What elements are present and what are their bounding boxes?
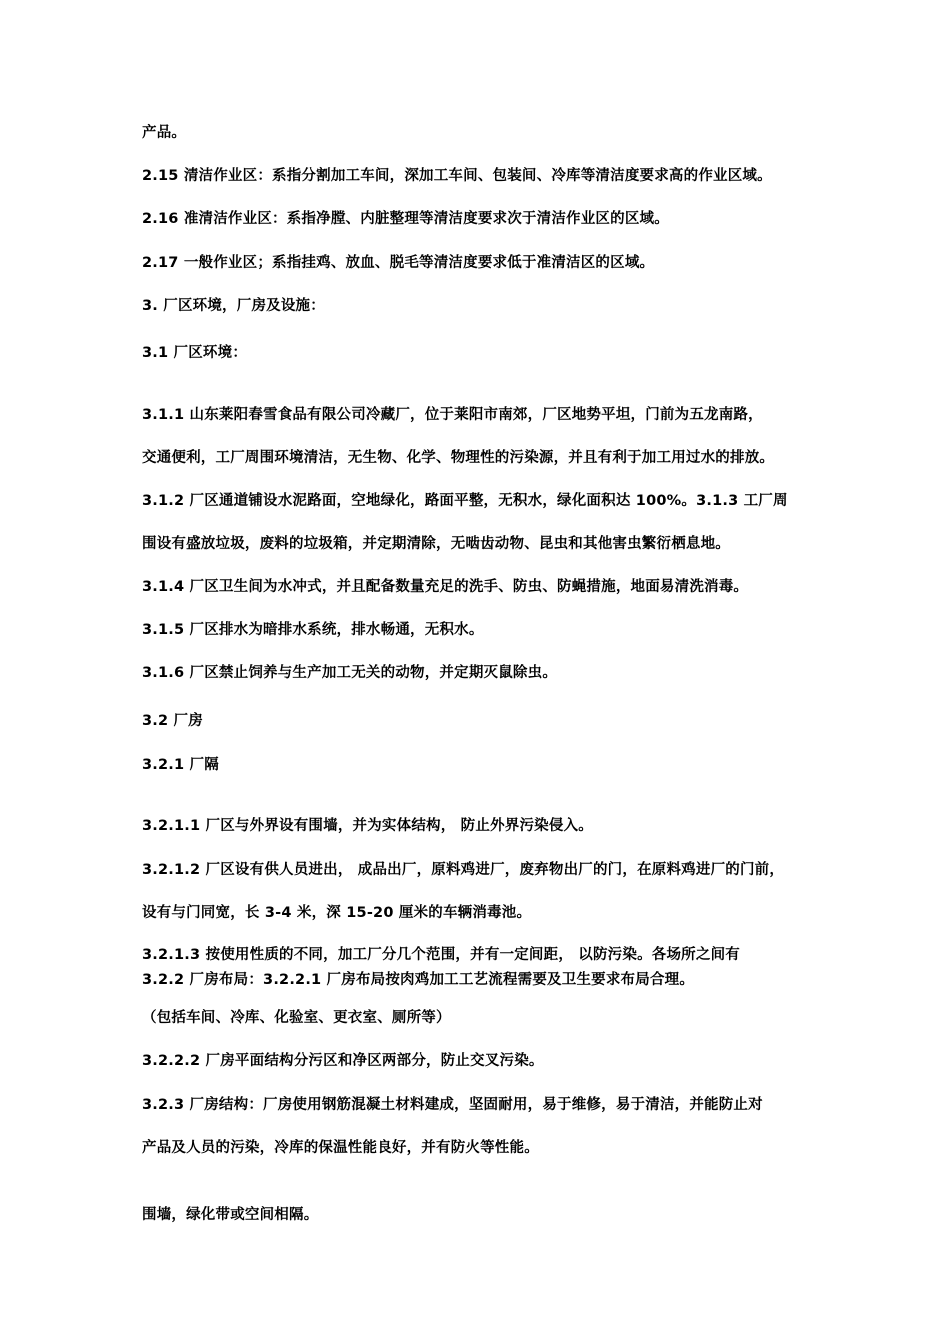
text-line: 3.2.1 厂隔 [142,757,219,773]
text-line: 3.2.1.1 厂区与外界设有围墙，并为实体结构， 防止外界污染侵入。 [142,818,593,834]
text-line: 2.17 一般作业区；系指挂鸡、放血、脱毛等清洁度要求低于准清洁区的区域。 [142,255,655,271]
text-line: 产品。 [142,125,187,141]
text-line: 3.1.5 厂区排水为暗排水系统，排水畅通，无积水。 [142,622,484,638]
text-line: 围墙，绿化带或空间相隔。 [142,1207,319,1223]
text-line: 3.1 厂区环境： [142,345,248,361]
text-line: （包括车间、冷库、化验室、更衣室、厕所等） [142,1010,451,1026]
text-line: 3.1.1 山东莱阳春雪食品有限公司冷藏厂，位于莱阳市南郊，厂区地势平坦，门前为五龙南路， [142,407,763,423]
text-line: 设有与门同宽，长 3-4 米，深 15-20 厘米的车辆消毒池。 [142,905,532,921]
text-line: 产品及人员的污染，冷库的保温性能良好，并有防火等性能。 [142,1140,539,1156]
text-line: 3.2.3 厂房结构：厂房使用钢筋混凝土材料建成，坚固耐用，易于维修，易于清洁，并能防止对 [142,1097,763,1113]
text-line: 3.2.1.3 按使用性质的不同，加工厂分几个范围，并有一定间距， 以防污染。各场所之间有 [142,947,740,963]
text-line: 3.1.6 厂区禁止饲养与生产加工无关的动物，并定期灭鼠除虫。 [142,665,558,681]
text-line: 围设有盛放垃圾，废料的垃圾箱，并定期清除，无啮齿动物、昆虫和其他害虫繁衍栖息地。 [142,536,730,552]
text-line: 3.2.1.2 厂区设有供人员进出， 成品出厂，原料鸡进厂，废弃物出厂的门，在原料鸡进厂的门前， [142,862,785,878]
text-line: 交通便利，工厂周围环境清洁，无生物、化学、物理性的污染源，并且有利于加工用过水的排放。 [142,450,775,466]
text-line: 3.2 厂房 [142,713,203,729]
text-line: 3.2.2 厂房布局：3.2.2.1 厂房布局按肉鸡加工工艺流程需要及卫生要求布局合理。 [142,972,695,988]
text-line: 3. 厂区环境，厂房及设施： [142,298,325,314]
text-line: 3.2.2.2 厂房平面结构分污区和净区两部分，防止交叉污染。 [142,1053,544,1069]
text-line: 3.1.4 厂区卫生间为水冲式，并且配备数量充足的洗手、防虫、防蝇措施，地面易清洗消毒。 [142,579,749,595]
text-line: 2.16 准清洁作业区：系指净膛、内脏整理等清洁度要求次于清洁作业区的区域。 [142,211,669,227]
text-line: 3.1.2 厂区通道铺设水泥路面，空地绿化，路面平整，无积水，绿化面积达 100%。3.1.3 工厂周 [142,493,788,509]
text-line: 2.15 清洁作业区：系指分割加工车间，深加工车间、包装间、冷库等清洁度要求高的作业区域。 [142,168,772,184]
